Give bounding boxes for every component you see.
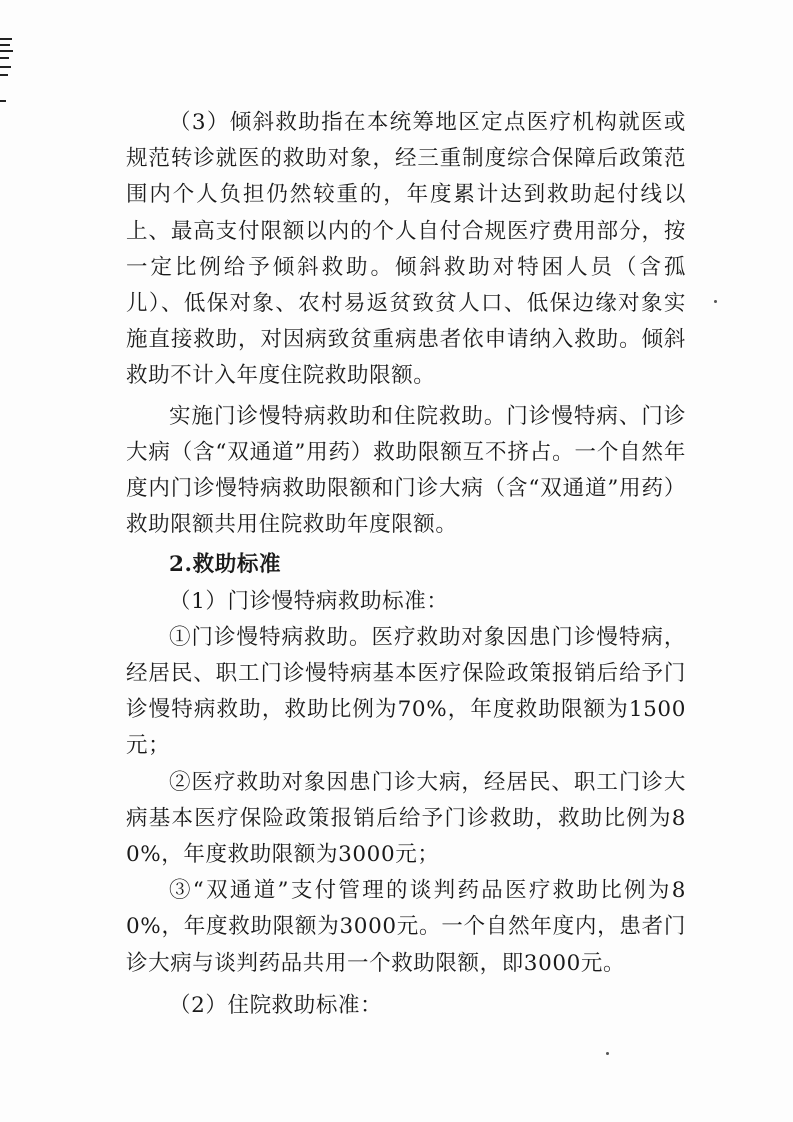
subheading-outpatient-standard: （1）门诊慢特病救助标准： bbox=[169, 588, 449, 614]
document-body bbox=[126, 105, 686, 1024]
paragraph-item-1: ①门诊慢特病救助。医疗救助对象因患门诊慢特病，经居民、职工门诊慢特病基本医疗保险政策报销后给予门诊慢特病救助，救助比例为70%，年度救助限额为1500元； bbox=[126, 624, 686, 759]
paragraph-outpatient-inpatient: 实施门诊慢特病救助和住院救助。门诊慢特病、门诊大病（含“双通道”用药）救助限额互不挤占。一个自然年度内门诊慢特病救助限额和门诊大病（含“双通道”用药）救助限额共用住院救助年度限额。 bbox=[126, 403, 686, 538]
binding-edge-marks bbox=[0, 30, 14, 110]
subheading-inpatient-standard: （2）住院救助标准： bbox=[169, 992, 383, 1018]
section-heading-assistance-standard: 2.救助标准 bbox=[169, 552, 282, 578]
scan-speck bbox=[606, 1052, 609, 1055]
paragraph-tilted-assistance: （3）倾斜救助指在本统筹地区定点医疗机构就医或规范转诊就医的救助对象，经三重制度综合保障后政策范围内个人负担仍然较重的，年度累计达到救助起付线以上、最高支付限额以内的个人自付合规医疗费用部分，按一定比例给予倾斜救助。倾斜救助对特困人员（含孤儿）、低保对象、农村易返贫致贫人口、低保边缘对象实施直接救助，对因病致贫重病患者依申请纳入救助。倾斜救助不计入年度住院救助限额。 bbox=[126, 110, 686, 389]
paragraph-item-3: ③“双通道”支付管理的谈判药品医疗救助比例为80%，年度救助限额为3000元。一个自然年度内，患者门诊大病与谈判药品共用一个救助限额，即3000元。 bbox=[126, 878, 686, 976]
scan-speck bbox=[714, 300, 717, 303]
paragraph-item-2: ②医疗救助对象因患门诊大病，经居民、职工门诊大病基本医疗保险政策报销后给予门诊救助，救助比例为80%，年度救助限额为3000元； bbox=[126, 769, 686, 868]
